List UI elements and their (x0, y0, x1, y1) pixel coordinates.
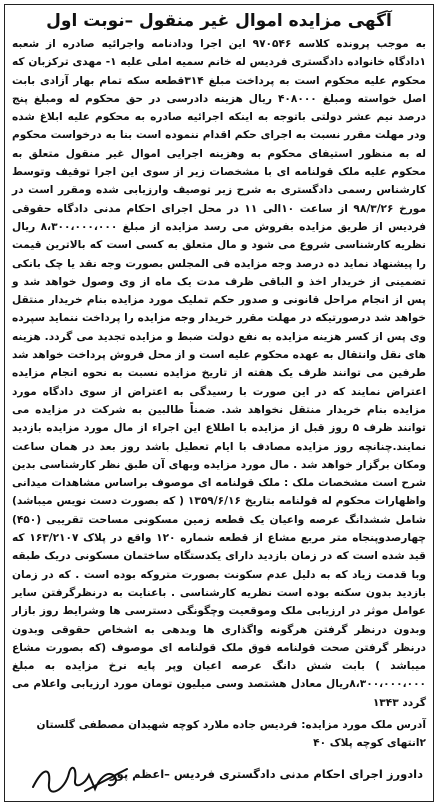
property-address: آدرس ملک مورد مزایده: فردیس جاده ملارد کوچه شهیدان مصطفی گلستان ۲انتهای کوچه پلاک ۴۰ (36, 718, 426, 750)
notice-body: به موجب پرونده کلاسه ۹۷۰۵۴۶ این اجرا ودادنامه واجرائیه صادره از شعبه ۱دادگاه خانواده دادگستری فردیس له خانم سمیه املی علیه ۱- مهدی ترکزبان که محکوم علیه محکوم است به پرداخت مبلغ ۳۱۴قطعه سکه تمام بهار آزادی بابت اصل خواسته ومبلغ ۴۰۸۰۰۰ ریال هزینه دادرسی در حق محکوم له ومبلغ پنج درصد نیم عشر دولتی باتوجه به اینکه اجرائیه صادره به محکوم علیه ابلاغ شده ودر مهلت مقرر نسبت به اجرای حکم اقدام ننموده است بنا به درخواست محکوم له به منظور استیفای محکوم به وهزینه اجرایی اموال غیر منقول متعلق به محکوم علیه ملک قولنامه ای با مشخصات زیر از سوی این اجرا توقیف وتوسط کارشناس رسمی دادگستری به شرح زیر توصیف وارزیابی شده ومقرر است در مورخ ۹۸/۳/۲۶ از ساعت ۱۰الی ۱۱ در محل اجرای احکام مدنی دادگاه حقوقی فردیس از طریق مزایده بفروش می رسد مزایده از مبلغ ۸،۳۰۰،۰۰۰،۰۰۰ ریال نظریه کارشناسی شروع می شود و مال متعلق به کسی است که بالاترین قیمت را پیشنهاد نماید ده درصد وجه مزایده فی المجلس بصورت وجه نقد یا چک بانکی تضمینی از خریدار اخذ و الباقی ظرف مدت یک ماه از وی وصول خواهد شد و پس از انجام مراحل قانونی و صدور حکم تملیک مورد مزایده بنام خریدار منتقل خواهد شد درصورتیکه در مهلت مقرر خریدار وجه مزایده را پرداخت ننماید سپرده وی پس از کسر هزینه مزایده به نفع دولت ضبط و مزایده تجدید می گردد. هزینه های نقل وانتقال به عهده محکوم علیه است و از محل فروش پرداخت خواهد شد طرفین می توانند ظرف یک هفته از تاریخ مزایده نسبت به نحوه انجام مزایده اعتراض نمایند که در این صورت با رسیدگی به اعتراض از سوی دادگاه مورد مزایده بنام خریدار منتقل نخواهد شد. ضمناً طالبین به شرکت در مزایده می توانند ظرف ۵ روز قبل از مزایده با اطلاع این اجراء از مال مورد مزایده بازدید نمایند.چنانچه روز مزایده مصادف با ایام تعطیل باشد روز بعد در همان ساعت ومکان برگزار خواهد شد . مال مورد مزایده وبهای آن طبق نظر کارشناسی بدین شرح است مشخصات ملک : ملک قولنامه ای موصوف براساس مشاهدات میدانی واظهارات محکوم له قولنامه بتاریخ ۱۳۵۹/۶/۱۶ ( که بصورت دست نویس میباشد) شامل ششدانگ عرصه واعیان یک قطعه زمین مسکونی مساحت تقریبی (۴۵۰) چهارصدوپنجاه متر مربع مشاع از قطعه شماره ۱۲۰ واقع در پلاک ۱۶۳/۲۱۰۷ که قید شده است که در زمان بازدید دارای یکدستگاه ساختمان مسکونی دریک طبقه وبا قدمت زیاد که به دلیل عدم سکونت بصورت متروکه بوده است . که در زمان بازدید بدون سکنه بوده است نظریه کارشناسی . باعنایت به درنظرگرفتن سایر عوامل موثر در ارزیابی ملک وموقعیت وچگونگی دسترسی ها وشرایط روز بازار وبدون درنظر گرفتن هرگونه واگذاری ها وبدهی به اشخاص حقوقی وبدون درنظر گرفتن صحت قولنامه فوق ملک قولنامه ای موصوف (که بصورت مشاع میباشد ) بابت شش دانگ عرصه اعیان وپر پایه نرخ مزایده به مبلغ ۸،۳۰۰،۰۰۰،۰۰۰ریال معادل هشتصد وسی میلیون تومان مورد ارزیابی واعلام می گردد ۱۳۴۳ (12, 38, 427, 709)
auction-notice (4, 4, 434, 802)
notice-title: آگهی مزایده اموال غیر منقول –نوبت اول (46, 11, 392, 31)
handwritten-signature-icon (25, 761, 135, 795)
signature-title: دادورز اجرای احکام مدنی دادگستری فردیس –اعظم پور (109, 767, 423, 781)
signature-block (15, 765, 423, 795)
